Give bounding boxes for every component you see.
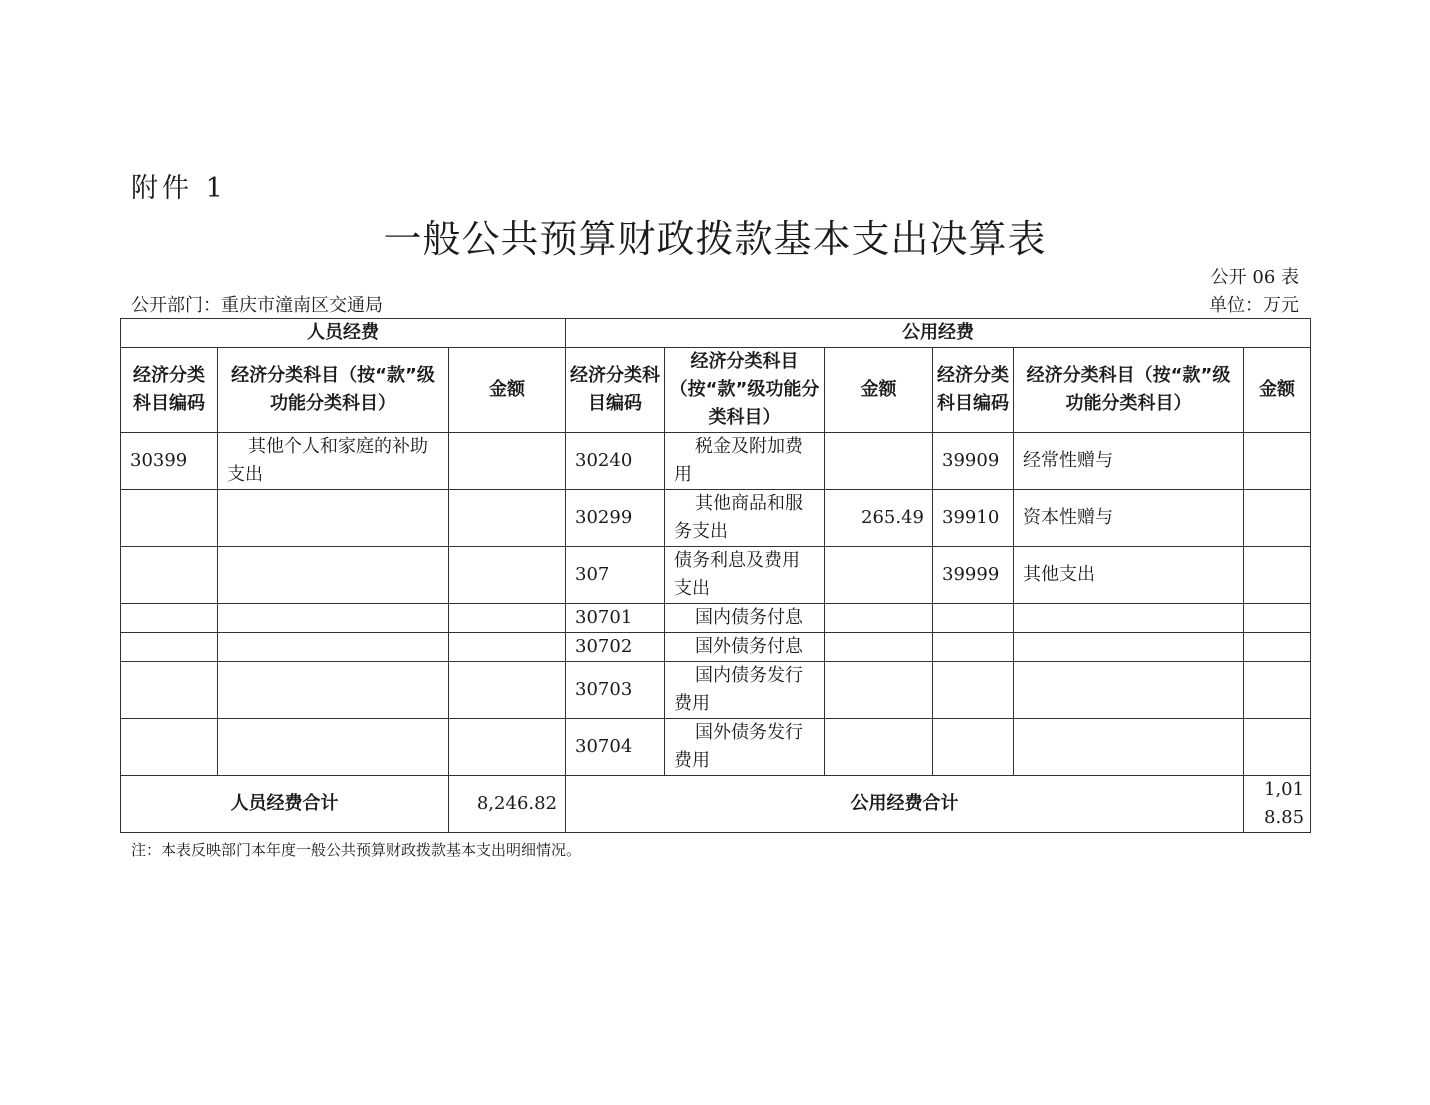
personnel-code: 30399 [121, 433, 218, 490]
unit-label: 单位：万元 [1209, 295, 1299, 316]
public-code: 307 [566, 547, 665, 604]
public-code [933, 662, 1014, 719]
form-number: 公开 06 表 [1210, 267, 1299, 288]
public-amount [1244, 547, 1311, 604]
group-public: 公用经费 [566, 319, 1311, 348]
public-amount [1244, 490, 1311, 547]
table-row [121, 604, 1311, 633]
public-item [1014, 662, 1244, 719]
personnel-amount [449, 604, 566, 633]
table-row [121, 547, 1311, 604]
personnel-code [121, 633, 218, 662]
totals-row [121, 776, 1311, 833]
public-amount [1244, 604, 1311, 633]
personnel-code [121, 490, 218, 547]
public-item: 国外债务付息 [665, 633, 825, 662]
public-item: 债务利息及费用支出 [665, 547, 825, 604]
personnel-item [218, 547, 449, 604]
personnel-item [218, 633, 449, 662]
department-label: 公开部门：重庆市潼南区交通局 [131, 295, 383, 316]
public-code: 30240 [566, 433, 665, 490]
table-row [121, 490, 1311, 547]
public-item: 其他支出 [1014, 547, 1244, 604]
personnel-amount [449, 633, 566, 662]
public-amount [825, 719, 933, 776]
public-code: 30704 [566, 719, 665, 776]
public-item: 资本性赠与 [1014, 490, 1244, 547]
table-title: 一般公共预算财政拨款基本支出决算表 [383, 217, 1047, 261]
public-item [1014, 719, 1244, 776]
personnel-amount [449, 662, 566, 719]
table-row [121, 633, 1311, 662]
personnel-item [218, 490, 449, 547]
table-row [121, 433, 1311, 490]
header-code: 经济分类科目编码 [121, 348, 218, 433]
header-amount: 金额 [1244, 348, 1311, 433]
public-amount [825, 662, 933, 719]
attachment-label: 附件 1 [131, 173, 227, 204]
public-code: 30702 [566, 633, 665, 662]
public-total-label: 公用经费合计 [566, 776, 1244, 833]
public-code: 39909 [933, 433, 1014, 490]
public-item: 经常性赠与 [1014, 433, 1244, 490]
public-item [1014, 633, 1244, 662]
public-amount [1244, 633, 1311, 662]
public-amount [1244, 719, 1311, 776]
public-amount [825, 433, 933, 490]
public-code: 30299 [566, 490, 665, 547]
personnel-code [121, 662, 218, 719]
public-amount [825, 547, 933, 604]
personnel-amount [449, 719, 566, 776]
personnel-item [218, 604, 449, 633]
public-amount [1244, 662, 1311, 719]
public-item: 其他商品和服务支出 [665, 490, 825, 547]
public-code: 30701 [566, 604, 665, 633]
public-code [933, 604, 1014, 633]
public-amount [825, 633, 933, 662]
public-item: 国内债务发行费用 [665, 662, 825, 719]
personnel-amount [449, 547, 566, 604]
public-total-amount: 1,018.85 [1244, 776, 1311, 833]
table-row [121, 662, 1311, 719]
header-code: 经济分类科目编码 [566, 348, 665, 433]
header-item: 经济分类科目（按“款”级功能分类科目） [665, 348, 825, 433]
personnel-code [121, 719, 218, 776]
public-amount: 265.49 [825, 490, 933, 547]
public-code [933, 719, 1014, 776]
public-code: 39910 [933, 490, 1014, 547]
group-personnel: 人员经费 [121, 319, 566, 348]
expenditure-table [120, 318, 1311, 833]
personnel-item [218, 719, 449, 776]
header-amount: 金额 [825, 348, 933, 433]
personnel-total-amount: 8,246.82 [449, 776, 566, 833]
header-code: 经济分类科目编码 [933, 348, 1014, 433]
footnote: 注：本表反映部门本年度一般公共预算财政拨款基本支出明细情况。 [131, 841, 582, 859]
public-item: 税金及附加费用 [665, 433, 825, 490]
personnel-item: 其他个人和家庭的补助支出 [218, 433, 449, 490]
public-code: 30703 [566, 662, 665, 719]
table-row [121, 719, 1311, 776]
personnel-total-label: 人员经费合计 [121, 776, 449, 833]
personnel-code [121, 547, 218, 604]
personnel-item [218, 662, 449, 719]
public-amount [825, 604, 933, 633]
header-item: 经济分类科目（按“款”级功能分类科目） [218, 348, 449, 433]
personnel-amount [449, 490, 566, 547]
public-code [933, 633, 1014, 662]
public-item: 国内债务付息 [665, 604, 825, 633]
personnel-amount [449, 433, 566, 490]
public-item: 国外债务发行费用 [665, 719, 825, 776]
header-item: 经济分类科目（按“款”级功能分类科目） [1014, 348, 1244, 433]
public-item [1014, 604, 1244, 633]
personnel-code [121, 604, 218, 633]
public-amount [1244, 433, 1311, 490]
public-code: 39999 [933, 547, 1014, 604]
header-amount: 金额 [449, 348, 566, 433]
